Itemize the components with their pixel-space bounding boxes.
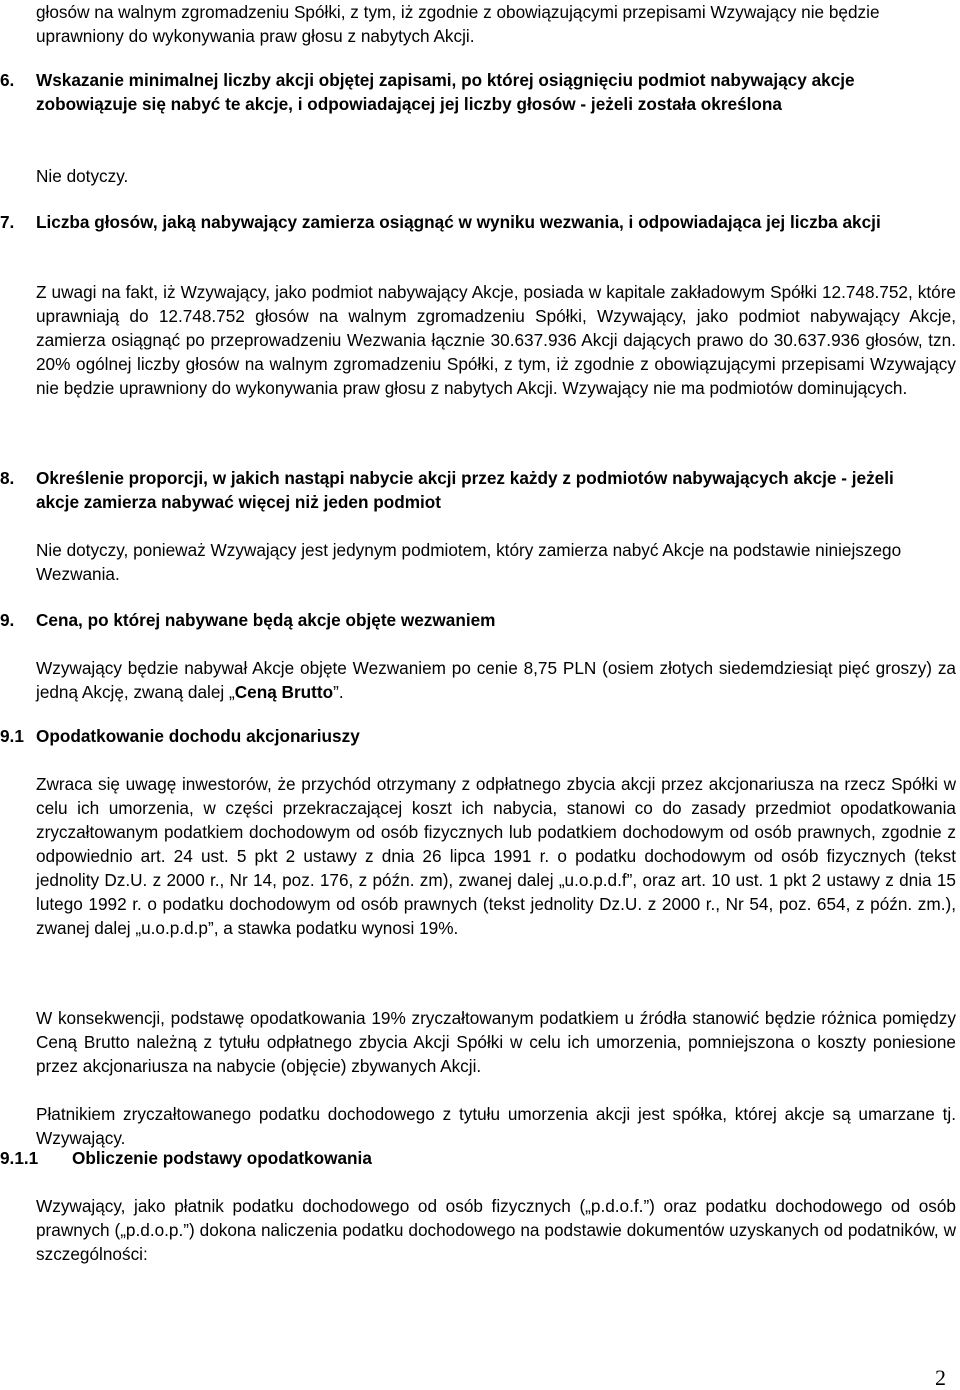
section-9-1-heading-text: Opodatkowanie dochodu akcjonariuszy xyxy=(36,726,360,746)
section-9-heading-text: Cena, po której nabywane będą akcje objęte wezwaniem xyxy=(36,610,496,630)
section-9-body-text: Wzywający będzie nabywał Akcje objęte Wezwaniem po cenie 8,75 PLN (osiem złotych siedemdziesiąt pięć groszy) za jedną Akcję, zwaną dalej „ xyxy=(36,658,956,702)
section-6-heading-text: Wskazanie minimalnej liczby akcji objętej zapisami, po której osiągnięciu podmiot nabywający akcje zobowiązuje się nabyć te akcje, i odpowiadającej jej liczby głosów - jeżeli została określona xyxy=(36,70,855,114)
section-9-1-paragraph-1: Zwraca się uwagę inwestorów, że przychód otrzymany z odpłatnego zbycia akcji przez akcjonariusza na rzecz Spółki w celu ich umorzenia, w części przekraczającej koszt ich nabycia, stanowi co do zasady przedmiot opodatkowania zryczałtowanym podatkiem dochodowym od osób fizycznych lub podatkiem dochodowym od osób prawnych, zgodnie z odpowiednio art. 24 ust. 5 pkt 2 ustawy z dnia 26 lipca 1991 r. o podatku dochodowym od osób fizycznych (tekst jednolity Dz.U. z 2000 r., Nr 14, poz. 176, z późn. zm), zwanej dalej „u.o.p.d.f”, oraz art. 10 ust. 1 pkt 2 ustawy z dnia 15 lutego 1992 r. o podatku dochodowym od osób prawnych (tekst jednolity Dz.U. z 2000 r., Nr 54, poz. 654, z późn. zm.), zwanej dalej „u.o.p.d.p”, a stawka podatku wynosi 19%. xyxy=(36,774,956,938)
section-8-heading xyxy=(0,466,940,514)
section-8-heading-text: Określenie proporcji, w jakich nastąpi nabycie akcji przez każdy z podmiotów nabywających akcje - jeżeli akcje zamierza nabywać więcej niż jeden podmiot xyxy=(36,468,894,512)
section-6-number: 6. xyxy=(0,70,15,90)
section-9-1-1-number: 9.1.1 xyxy=(0,1148,39,1168)
section-7-heading xyxy=(0,210,940,234)
intro-tail-paragraph: głosów na walnym zgromadzeniu Spółki, z tym, iż zgodnie z obowiązującymi przepisami Wzywający nie będzie uprawniony do wykonywania praw głosu z nabytych Akcji. xyxy=(36,2,880,46)
section-7-heading-text: Liczba głosów, jaką nabywający zamierza osiągnąć w wyniku wezwania, i odpowiadająca jej liczba akcji xyxy=(36,212,881,232)
section-9-body xyxy=(36,656,956,704)
section-9-1-paragraph-2: W konsekwencji, podstawę opodatkowania 19% zryczałtowanym podatkiem u źródła stanowić będzie różnica pomiędzy Ceną Brutto należną z tytułu odpłatnego zbycia Akcji Spółki w celu ich umorzenia, pomniejszona o koszty poniesione przez akcjonariusza na nabycie (objęcie) zbywanych Akcji. xyxy=(36,1008,956,1076)
cena-brutto-term: Ceną Brutto xyxy=(234,682,334,702)
section-7-body: Z uwagi na fakt, iż Wzywający, jako podmiot nabywający Akcje, posiada w kapitale zakładowym Spółki 12.748.752, które uprawniają do 12.748.752 głosów na walnym zgromadzeniu Spółki, Wzywający, jako podmiot nabywający Akcje, zamierza osiągnąć po przeprowadzeniu Wezwania łącznie 30.637.936 Akcji dających prawo do 30.637.936 głosów, tzn. 20% ogólnej liczby głosów na walnym zgromadzeniu Spółki, z tym, iż zgodnie z obowiązującymi przepisami Wzywający nie będzie uprawniony do wykonywania praw głosu z nabytych Akcji. Wzywający nie ma podmiotów dominujących. xyxy=(36,282,956,398)
section-8-number: 8. xyxy=(0,468,15,488)
section-9-heading xyxy=(0,608,940,632)
section-8-body: Nie dotyczy, ponieważ Wzywający jest jedynym podmiotem, który zamierza nabyć Akcje na podstawie niniejszego Wezwania. xyxy=(36,540,902,584)
page-number: 2 xyxy=(935,1365,946,1390)
section-9-body-end: ”. xyxy=(333,682,344,702)
section-9-number: 9. xyxy=(0,610,15,630)
section-9-1-heading xyxy=(0,724,940,748)
section-9-1-1-heading-text: Obliczenie podstawy opodatkowania xyxy=(72,1148,372,1168)
section-9-1-1-body: Wzywający, jako płatnik podatku dochodowego od osób fizycznych („p.d.o.f.”) oraz podatku dochodowego od osób prawnych („p.d.o.p.”) dokona naliczenia podatku dochodowego na podstawie dokumentów uzyskanych od podatników, w szczególności: xyxy=(36,1196,956,1264)
section-9-1-1-heading xyxy=(0,1146,940,1170)
section-9-1-paragraph-3: Płatnikiem zryczałtowanego podatku dochodowego z tytułu umorzenia akcji jest spółka, której akcje są umarzane tj. Wzywający. xyxy=(36,1104,956,1148)
section-6-heading xyxy=(0,68,940,116)
section-7-number: 7. xyxy=(0,212,15,232)
section-6-body: Nie dotyczy. xyxy=(36,166,129,186)
section-9-1-number: 9.1 xyxy=(0,726,24,746)
